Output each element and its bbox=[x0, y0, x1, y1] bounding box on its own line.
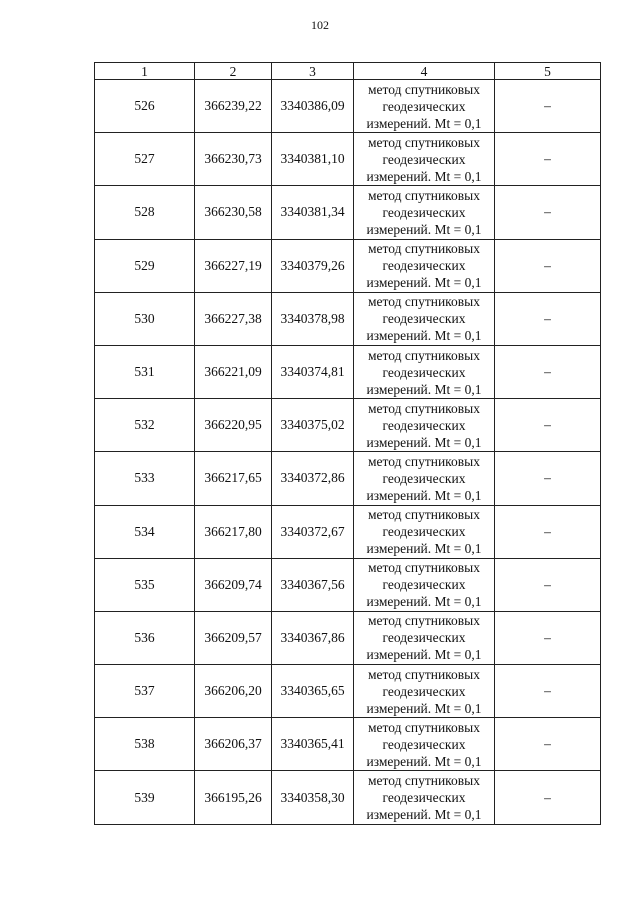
note-cell: – bbox=[495, 292, 601, 345]
method-line: измерений. Mt = 0,1 bbox=[366, 434, 482, 450]
coordinate-x-cell: 366206,37 bbox=[195, 718, 272, 771]
table-row bbox=[95, 186, 601, 239]
note-cell: – bbox=[495, 558, 601, 611]
method-line: геодезических bbox=[382, 683, 466, 699]
coordinate-y-cell: 3340374,81 bbox=[272, 345, 354, 398]
coordinate-y-cell: 3340365,65 bbox=[272, 665, 354, 718]
table-row bbox=[95, 292, 601, 345]
method-line: измерений. Mt = 0,1 bbox=[366, 700, 482, 716]
method-line: метод спутниковых bbox=[368, 453, 480, 469]
column-header-4: 4 bbox=[354, 63, 495, 80]
point-number-cell: 534 bbox=[95, 505, 195, 558]
note-cell: – bbox=[495, 80, 601, 133]
note-cell: – bbox=[495, 505, 601, 558]
coordinate-y-cell: 3340381,34 bbox=[272, 186, 354, 239]
method-line: метод спутниковых bbox=[368, 719, 480, 735]
method-cell bbox=[354, 292, 495, 345]
coordinate-x-cell: 366220,95 bbox=[195, 399, 272, 452]
coordinate-x-cell: 366206,20 bbox=[195, 665, 272, 718]
method-line: метод спутниковых bbox=[368, 134, 480, 150]
coordinate-y-cell: 3340375,02 bbox=[272, 399, 354, 452]
table-body bbox=[95, 80, 601, 825]
method-line: метод спутниковых bbox=[368, 560, 480, 576]
coordinate-x-cell: 366217,80 bbox=[195, 505, 272, 558]
method-cell bbox=[354, 80, 495, 133]
method-line: геодезических bbox=[382, 204, 466, 220]
method-line: метод спутниковых bbox=[368, 666, 480, 682]
table-row bbox=[95, 718, 601, 771]
point-number-cell: 539 bbox=[95, 771, 195, 824]
note-cell: – bbox=[495, 452, 601, 505]
point-number-cell: 533 bbox=[95, 452, 195, 505]
method-line: метод спутниковых bbox=[368, 400, 480, 416]
coordinate-y-cell: 3340372,67 bbox=[272, 505, 354, 558]
method-cell bbox=[354, 718, 495, 771]
note-cell: – bbox=[495, 771, 601, 824]
method-cell bbox=[354, 611, 495, 664]
method-cell bbox=[354, 239, 495, 292]
method-line: метод спутниковых bbox=[368, 294, 480, 310]
column-header-2: 2 bbox=[195, 63, 272, 80]
method-line: метод спутниковых bbox=[368, 241, 480, 257]
coordinate-y-cell: 3340381,10 bbox=[272, 133, 354, 186]
point-number-cell: 537 bbox=[95, 665, 195, 718]
table-row bbox=[95, 345, 601, 398]
table-row bbox=[95, 239, 601, 292]
method-cell bbox=[354, 771, 495, 824]
method-line: геодезических bbox=[382, 736, 466, 752]
method-cell bbox=[354, 186, 495, 239]
method-line: измерений. Mt = 0,1 bbox=[366, 328, 482, 344]
method-line: геодезических bbox=[382, 258, 466, 274]
method-line: измерений. Mt = 0,1 bbox=[366, 647, 482, 663]
point-number-cell: 536 bbox=[95, 611, 195, 664]
coordinate-y-cell: 3340367,86 bbox=[272, 611, 354, 664]
point-number-cell: 526 bbox=[95, 80, 195, 133]
method-line: измерений. Mt = 0,1 bbox=[366, 381, 482, 397]
method-line: геодезических bbox=[382, 98, 466, 114]
method-line: метод спутниковых bbox=[368, 187, 480, 203]
method-cell bbox=[354, 665, 495, 718]
method-line: геодезических bbox=[382, 524, 466, 540]
note-cell: – bbox=[495, 239, 601, 292]
table-row bbox=[95, 452, 601, 505]
method-line: геодезических bbox=[382, 151, 466, 167]
method-line: измерений. Mt = 0,1 bbox=[366, 541, 482, 557]
coordinate-x-cell: 366227,38 bbox=[195, 292, 272, 345]
method-cell bbox=[354, 505, 495, 558]
point-number-cell: 528 bbox=[95, 186, 195, 239]
method-line: измерений. Mt = 0,1 bbox=[366, 487, 482, 503]
method-line: метод спутниковых bbox=[368, 773, 480, 789]
method-line: измерений. Mt = 0,1 bbox=[366, 594, 482, 610]
method-cell bbox=[354, 558, 495, 611]
coordinate-y-cell: 3340372,86 bbox=[272, 452, 354, 505]
method-line: геодезических bbox=[382, 470, 466, 486]
point-number-cell: 527 bbox=[95, 133, 195, 186]
method-line: метод спутниковых bbox=[368, 81, 480, 97]
method-cell bbox=[354, 345, 495, 398]
method-cell bbox=[354, 399, 495, 452]
table-row bbox=[95, 611, 601, 664]
point-number-cell: 531 bbox=[95, 345, 195, 398]
coordinate-y-cell: 3340367,56 bbox=[272, 558, 354, 611]
method-line: измерений. Mt = 0,1 bbox=[366, 168, 482, 184]
coordinate-x-cell: 366230,73 bbox=[195, 133, 272, 186]
method-line: геодезических bbox=[382, 417, 466, 433]
note-cell: – bbox=[495, 133, 601, 186]
coordinate-x-cell: 366221,09 bbox=[195, 345, 272, 398]
coordinate-x-cell: 366195,26 bbox=[195, 771, 272, 824]
table-row bbox=[95, 399, 601, 452]
note-cell: – bbox=[495, 665, 601, 718]
method-line: метод спутниковых bbox=[368, 507, 480, 523]
method-line: измерений. Mt = 0,1 bbox=[366, 221, 482, 237]
column-header-5: 5 bbox=[495, 63, 601, 80]
point-number-cell: 532 bbox=[95, 399, 195, 452]
method-line: измерений. Mt = 0,1 bbox=[366, 275, 482, 291]
coordinates-table bbox=[94, 62, 601, 825]
coordinate-x-cell: 366209,57 bbox=[195, 611, 272, 664]
table-row bbox=[95, 133, 601, 186]
table-row bbox=[95, 771, 601, 824]
column-header-1: 1 bbox=[95, 63, 195, 80]
table-row bbox=[95, 80, 601, 133]
note-cell: – bbox=[495, 611, 601, 664]
coordinate-x-cell: 366217,65 bbox=[195, 452, 272, 505]
note-cell: – bbox=[495, 399, 601, 452]
coordinate-y-cell: 3340365,41 bbox=[272, 718, 354, 771]
page-number: 102 bbox=[311, 18, 329, 32]
method-line: геодезических bbox=[382, 577, 466, 593]
coordinate-y-cell: 3340358,30 bbox=[272, 771, 354, 824]
method-cell bbox=[354, 452, 495, 505]
coordinate-x-cell: 366230,58 bbox=[195, 186, 272, 239]
point-number-cell: 535 bbox=[95, 558, 195, 611]
table-header-row bbox=[95, 63, 601, 80]
method-line: измерений. Mt = 0,1 bbox=[366, 807, 482, 823]
coordinate-x-cell: 366227,19 bbox=[195, 239, 272, 292]
table-row bbox=[95, 665, 601, 718]
point-number-cell: 538 bbox=[95, 718, 195, 771]
method-line: геодезических bbox=[382, 311, 466, 327]
method-line: измерений. Mt = 0,1 bbox=[366, 115, 482, 131]
method-line: измерений. Mt = 0,1 bbox=[366, 753, 482, 769]
point-number-cell: 529 bbox=[95, 239, 195, 292]
coordinate-x-cell: 366209,74 bbox=[195, 558, 272, 611]
coordinate-x-cell: 366239,22 bbox=[195, 80, 272, 133]
method-line: геодезических bbox=[382, 630, 466, 646]
table-row bbox=[95, 505, 601, 558]
coordinate-y-cell: 3340379,26 bbox=[272, 239, 354, 292]
method-line: геодезических bbox=[382, 364, 466, 380]
note-cell: – bbox=[495, 345, 601, 398]
note-cell: – bbox=[495, 186, 601, 239]
point-number-cell: 530 bbox=[95, 292, 195, 345]
note-cell: – bbox=[495, 718, 601, 771]
method-line: геодезических bbox=[382, 790, 466, 806]
method-line: метод спутниковых bbox=[368, 613, 480, 629]
coordinate-y-cell: 3340378,98 bbox=[272, 292, 354, 345]
column-header-3: 3 bbox=[272, 63, 354, 80]
table-row bbox=[95, 558, 601, 611]
coordinate-y-cell: 3340386,09 bbox=[272, 80, 354, 133]
method-line: метод спутниковых bbox=[368, 347, 480, 363]
method-cell bbox=[354, 133, 495, 186]
